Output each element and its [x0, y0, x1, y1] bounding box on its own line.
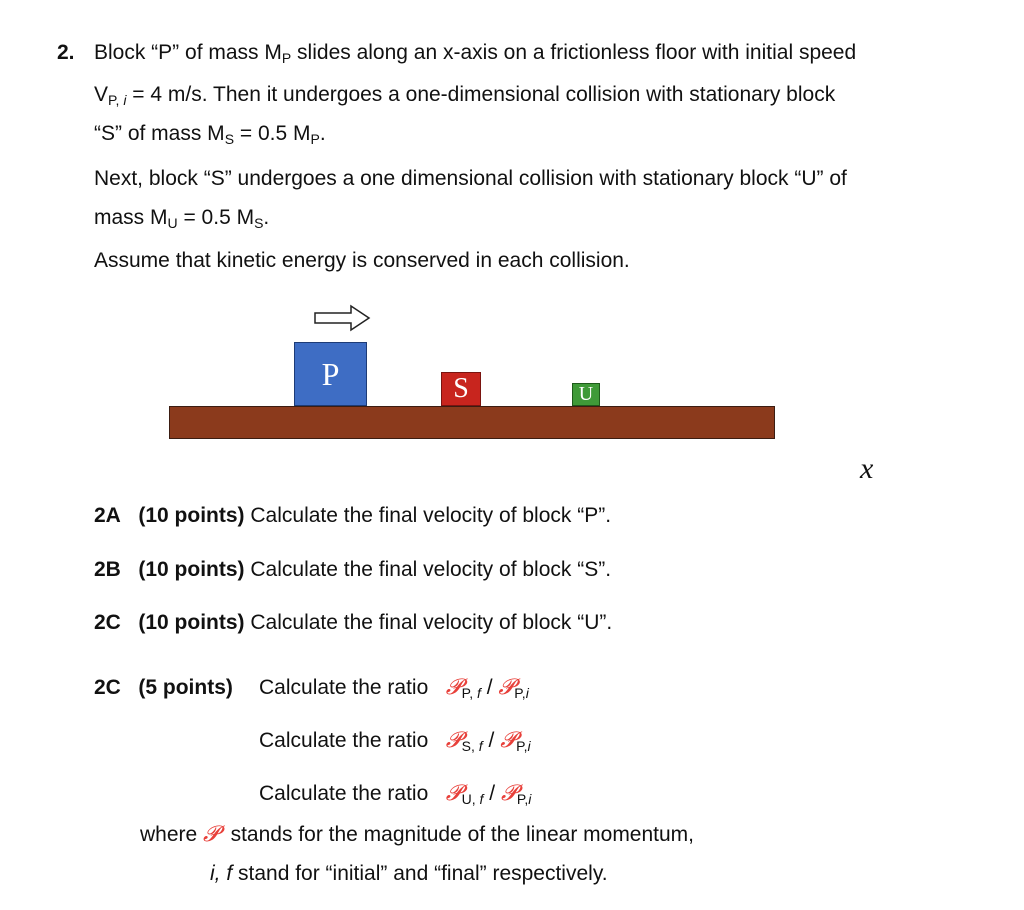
momentum-symbol: 𝓟	[498, 675, 515, 700]
where-note: where 𝓟 stands for the magnitude of the linear momentum,	[140, 822, 695, 847]
frictionless-floor	[169, 406, 775, 439]
velocity-arrow-icon	[313, 303, 373, 333]
problem-number: 2.	[57, 41, 75, 64]
momentum-symbol: 𝓟	[445, 675, 462, 700]
question-2b: 2B (10 points) Calculate the final velocity of block “S”.	[94, 558, 612, 581]
question-2a: 2A (10 points) Calculate the final velocity of block “P”.	[94, 504, 612, 527]
block-s: S	[441, 372, 481, 406]
problem-line-6: Assume that kinetic energy is conserved in each collision.	[94, 249, 630, 272]
problem-line-4: Next, block “S” undergoes a one dimensional collision with stationary block “U” of	[94, 167, 847, 190]
if-note: i, f stand for “initial” and “final” respectively.	[210, 862, 608, 885]
ratio-row-2: Calculate the ratio 𝓟S, f / 𝓟P,i	[259, 728, 531, 754]
block-u: U	[572, 383, 600, 406]
momentum-symbol: 𝓟	[500, 728, 517, 753]
problem-line-5: mass $M_U = 0.5$ $M_S$.	[94, 206, 270, 231]
x-axis-label: x	[860, 452, 874, 485]
momentum-symbol: 𝓟	[203, 822, 219, 847]
ratio-row-3: Calculate the ratio 𝓟U, f / 𝓟P,i	[259, 781, 532, 807]
momentum-symbol: 𝓟	[445, 728, 462, 753]
momentum-symbol: 𝓟	[500, 781, 517, 806]
problem-line-3: “S” of mass $M_S = 0.5$ $M_P$.	[94, 122, 326, 147]
momentum-symbol: 𝓟	[445, 781, 462, 806]
question-2c: 2C (10 points) Calculate the final velocity of block “U”.	[94, 611, 613, 634]
block-p: P	[294, 342, 367, 406]
ratio-question-header: 2C (5 points)	[94, 676, 233, 699]
problem-line-2: $V_{P, i} = 4$ m/s. Then it undergoes a one-dimensional collision with stationary block	[94, 83, 836, 108]
problem-line-1: Block “P” of mass $M_P$ slides along an x-axis on a frictionless floor with initial speed	[94, 41, 857, 66]
ratio-row-1: Calculate the ratio 𝓟P, f / 𝓟P,i	[259, 675, 529, 701]
